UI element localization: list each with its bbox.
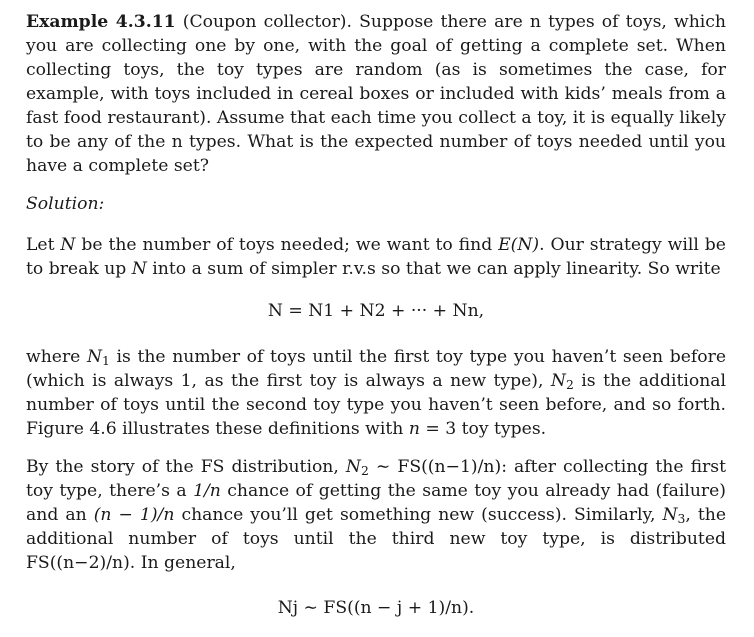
math-subscript: 2	[565, 378, 574, 393]
math-var: N	[131, 259, 147, 279]
text-run: . In general,	[129, 553, 236, 573]
text-run: By the story of the FS distribution,	[26, 457, 346, 477]
text-run: chance of getting the same toy you already had (failure) and an	[26, 481, 727, 525]
math-var: N	[86, 347, 103, 367]
example-name: (Coupon collector).	[182, 12, 352, 32]
math-var: N	[662, 505, 678, 525]
equation-sum: N = N1 + N2 + ··· + Nn,	[267, 301, 485, 321]
math-var: N	[60, 235, 76, 255]
equation-distribution: Nj ∼ FS((n − j + 1)/n).	[277, 598, 475, 618]
text-run: : after collecting the first toy type, there’s a	[26, 457, 726, 501]
solution-label: Solution:	[26, 194, 105, 214]
text-run: . Our strategy will be to break up	[26, 235, 726, 279]
text-run: be the number of toys needed; we want to find	[75, 235, 499, 255]
math-subscript: 1	[102, 354, 110, 369]
math-expr: E(N)	[498, 235, 540, 255]
text-run: is the number of toys until the first toy type you haven’t seen before (which is always 1, as the first toy is always a new type),	[26, 347, 726, 391]
text-run: Let	[26, 235, 61, 255]
math-subscript: 3	[677, 512, 686, 527]
math-var: N	[550, 371, 566, 391]
text-run: chance you’ll get something new (success). Similarly,	[174, 505, 663, 525]
example-text: Suppose there are n types of toys, which you are collecting one by one, with the goal of getting a complete set. When collecting toys, the toy types are random (as is sometimes the case, for example, with toys included in cereal boxes or included with kids’ meals from a fast food restaurant). Assume that each time you collect a toy, it is equally likely to be any of the n types. What is the expected number of toys needed until you have a complete set?	[26, 12, 727, 176]
text-run: is the additional number of toys until the second toy type you haven’t seen before, and so forth. Figure 4.6 illustrates these definitions with	[26, 371, 727, 439]
math-var: N	[345, 457, 361, 477]
math-expr: ∼ FS((n−1)/n)	[368, 457, 502, 477]
math-var: n	[408, 419, 420, 439]
paragraph-define-n	[26, 233, 726, 281]
text-run: , the additional number of toys until the third new toy type, is distributed	[26, 505, 727, 549]
example-paragraph	[26, 10, 726, 178]
math-expr: (n − 1)/n	[93, 505, 175, 525]
example-label: Example 4.3.11	[26, 12, 176, 32]
text-run: where	[26, 347, 87, 367]
math-subscript: 2	[360, 464, 369, 479]
text-run: = 3 toy types.	[419, 419, 547, 439]
paragraph-fs-story	[26, 455, 726, 575]
text-run: into a sum of simpler r.v.s so that we can apply linearity. So write	[146, 259, 721, 279]
math-expr: FS((n−2)/n)	[26, 553, 130, 573]
paragraph-definitions	[26, 345, 726, 441]
math-expr: 1/n	[193, 481, 221, 501]
